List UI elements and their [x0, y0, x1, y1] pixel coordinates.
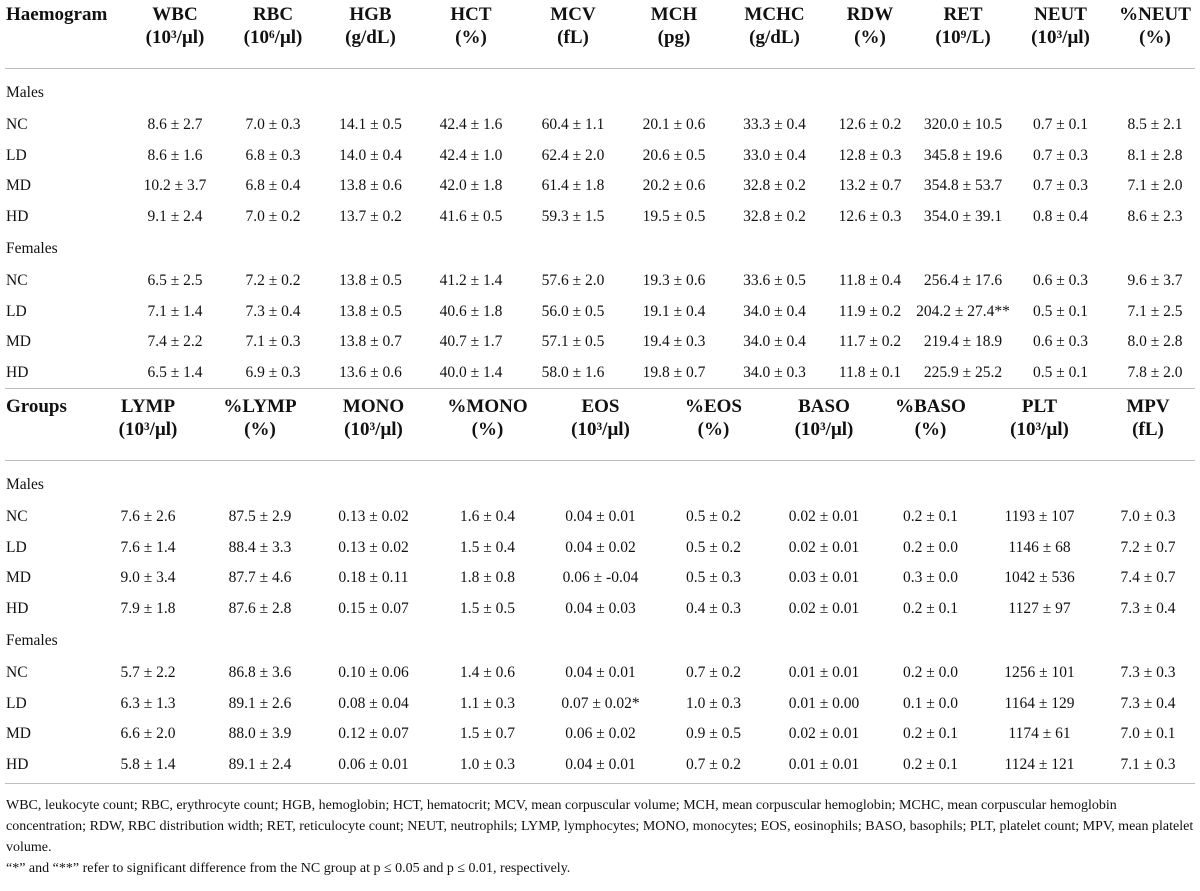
value-cell: 0.4 ± 0.3 [685, 599, 741, 617]
value-cell: 62.4 ± 2.0 [541, 146, 605, 164]
value-cell: 0.03 ± 0.01 [788, 569, 860, 587]
value-cell: 7.2 ± 0.7 [1120, 538, 1176, 556]
value-cell: 345.8 ± 19.6 [923, 146, 1003, 164]
value-cell: 19.3 ± 0.6 [642, 272, 706, 290]
value-cell: 33.6 ± 0.5 [743, 272, 806, 290]
value-cell: 13.7 ± 0.2 [339, 207, 402, 225]
value-cell: 11.8 ± 0.4 [838, 272, 902, 290]
header-cell: %EOS (%) [684, 396, 743, 440]
table-row [0, 266, 1200, 297]
value-cell: 7.9 ± 1.8 [120, 599, 176, 617]
value-cell: 12.8 ± 0.3 [838, 146, 902, 164]
header-cell: MCH (pg) [650, 4, 698, 48]
value-cell: 7.8 ± 2.0 [1127, 363, 1183, 381]
header-cell: Groups [6, 396, 67, 417]
value-cell: 7.4 ± 2.2 [147, 333, 203, 351]
value-cell: 0.01 ± 0.01 [788, 664, 860, 682]
value-cell: 87.6 ± 2.8 [228, 599, 292, 617]
value-cell: 42.4 ± 1.0 [439, 146, 503, 164]
value-cell: 33.0 ± 0.4 [743, 146, 806, 164]
table-row [0, 719, 1200, 750]
value-cell: 19.1 ± 0.4 [642, 302, 706, 320]
value-cell: 1124 ± 121 [1004, 755, 1075, 773]
table1-header-rule [5, 68, 1195, 69]
value-cell: 42.4 ± 1.6 [439, 116, 503, 134]
value-cell: 7.1 ± 2.0 [1127, 177, 1183, 195]
value-cell: 1127 ± 97 [1008, 599, 1071, 617]
value-cell: 1174 ± 61 [1008, 725, 1071, 743]
value-cell: 40.0 ± 1.4 [439, 363, 503, 381]
table-bottom-rule [5, 783, 1195, 784]
value-cell: 0.8 ± 0.4 [1032, 207, 1088, 225]
header-cell: RDW (%) [846, 4, 894, 48]
value-cell: 41.6 ± 0.5 [439, 207, 503, 225]
table-row [0, 502, 1200, 533]
value-cell: 10.2 ± 3.7 [143, 177, 207, 195]
value-cell: 88.4 ± 3.3 [228, 538, 292, 556]
value-cell: 8.0 ± 2.8 [1127, 333, 1183, 351]
group-cell: NC [6, 664, 28, 682]
value-cell: 0.9 ± 0.5 [685, 725, 741, 743]
value-cell: 11.7 ± 0.2 [838, 333, 902, 351]
value-cell: 12.6 ± 0.2 [838, 116, 902, 134]
value-cell: 8.6 ± 2.7 [147, 116, 203, 134]
value-cell: 33.3 ± 0.4 [743, 116, 806, 134]
table-row [0, 202, 1200, 233]
value-cell: 1042 ± 536 [1004, 569, 1075, 587]
header-cell: BASO (10³/μl) [794, 396, 854, 440]
value-cell: 7.4 ± 0.7 [1120, 569, 1176, 587]
value-cell: 0.2 ± 0.1 [902, 508, 958, 526]
value-cell: 0.10 ± 0.06 [338, 664, 409, 682]
value-cell: 1193 ± 107 [1004, 508, 1075, 526]
group-cell: MD [6, 177, 31, 195]
value-cell: 86.8 ± 3.6 [228, 664, 292, 682]
value-cell: 0.13 ± 0.02 [338, 538, 409, 556]
header-cell: HGB (g/dL) [345, 4, 396, 48]
group-cell: HD [6, 363, 29, 381]
value-cell: 1164 ± 129 [1004, 694, 1075, 712]
value-cell: 0.01 ± 0.00 [788, 694, 860, 712]
group-cell: NC [6, 116, 28, 134]
value-cell: 5.7 ± 2.2 [120, 664, 176, 682]
value-cell: 40.7 ± 1.7 [439, 333, 503, 351]
value-cell: 1256 ± 101 [1004, 664, 1075, 682]
value-cell: 11.8 ± 0.1 [838, 363, 902, 381]
value-cell: 1.0 ± 0.3 [459, 755, 515, 773]
header-cell: MPV (fL) [1126, 396, 1170, 440]
value-cell: 8.6 ± 2.3 [1127, 207, 1183, 225]
value-cell: 0.15 ± 0.07 [338, 599, 409, 617]
value-cell: 1.0 ± 0.3 [685, 694, 741, 712]
group-cell: MD [6, 569, 31, 587]
section-row [0, 232, 1200, 266]
value-cell: 1.5 ± 0.7 [459, 725, 515, 743]
value-cell: 59.3 ± 1.5 [541, 207, 605, 225]
value-cell: 0.5 ± 0.1 [1032, 302, 1088, 320]
value-cell: 7.3 ± 0.3 [1120, 664, 1176, 682]
value-cell: 7.0 ± 0.1 [1120, 725, 1176, 743]
header-cell: EOS (10³/μl) [571, 396, 630, 440]
haemogram-table [0, 0, 1200, 388]
section-label: Males [6, 84, 44, 101]
table-row [0, 171, 1200, 202]
value-cell: 7.3 ± 0.4 [1120, 599, 1176, 617]
header-cell: %NEUT (%) [1119, 4, 1191, 48]
table-row [0, 141, 1200, 172]
section-label: Males [6, 476, 44, 493]
value-cell: 0.04 ± 0.01 [565, 508, 636, 526]
group-cell: LD [6, 302, 27, 320]
value-cell: 7.3 ± 0.4 [1120, 694, 1176, 712]
value-cell: 14.1 ± 0.5 [339, 116, 402, 134]
value-cell: 8.6 ± 1.6 [147, 146, 203, 164]
value-cell: 1.5 ± 0.4 [459, 538, 515, 556]
section-label: Females [6, 240, 58, 257]
value-cell: 8.5 ± 2.1 [1127, 116, 1183, 134]
table-divider-rule [5, 388, 1195, 389]
value-cell: 88.0 ± 3.9 [228, 725, 292, 743]
value-cell: 0.04 ± 0.03 [565, 599, 636, 617]
value-cell: 13.8 ± 0.6 [339, 177, 402, 195]
value-cell: 20.6 ± 0.5 [642, 146, 706, 164]
value-cell: 60.4 ± 1.1 [541, 116, 605, 134]
value-cell: 0.5 ± 0.1 [1032, 363, 1088, 381]
value-cell: 34.0 ± 0.4 [743, 302, 806, 320]
value-cell: 9.0 ± 3.4 [120, 569, 176, 587]
value-cell: 13.2 ± 0.7 [838, 177, 902, 195]
header-cell: HCT (%) [450, 4, 492, 48]
value-cell: 32.8 ± 0.2 [743, 177, 806, 195]
value-cell: 0.5 ± 0.2 [685, 508, 741, 526]
value-cell: 14.0 ± 0.4 [339, 146, 402, 164]
value-cell: 0.04 ± 0.01 [565, 755, 636, 773]
value-cell: 0.3 ± 0.0 [902, 569, 958, 587]
header-cell: MCHC (g/dL) [744, 4, 805, 48]
group-cell: LD [6, 694, 27, 712]
section-row [0, 76, 1200, 110]
header-cell: MONO (10³/μl) [342, 396, 405, 440]
value-cell: 0.08 ± 0.04 [338, 694, 409, 712]
value-cell: 6.6 ± 2.0 [120, 725, 176, 743]
value-cell: 320.0 ± 10.5 [923, 116, 1003, 134]
value-cell: 5.8 ± 1.4 [120, 755, 176, 773]
table-row [0, 533, 1200, 564]
value-cell: 6.8 ± 0.3 [245, 146, 301, 164]
value-cell: 57.6 ± 2.0 [541, 272, 605, 290]
header-cell: Haemogram [6, 4, 108, 25]
value-cell: 7.0 ± 0.3 [245, 116, 301, 134]
value-cell: 87.7 ± 4.6 [228, 569, 292, 587]
value-cell: 0.7 ± 0.3 [1032, 177, 1088, 195]
header-row [0, 0, 1200, 66]
value-cell: 89.1 ± 2.4 [228, 755, 292, 773]
group-cell: MD [6, 725, 31, 743]
value-cell: 1.8 ± 0.8 [459, 569, 515, 587]
value-cell: 0.5 ± 0.3 [685, 569, 741, 587]
table-row [0, 327, 1200, 358]
value-cell: 34.0 ± 0.3 [743, 363, 806, 381]
value-cell: 34.0 ± 0.4 [743, 333, 806, 351]
header-cell: RBC (10⁶/μl) [243, 4, 303, 48]
group-cell: NC [6, 508, 28, 526]
value-cell: 1.6 ± 0.4 [459, 508, 515, 526]
group-cell: HD [6, 755, 29, 773]
value-cell: 7.1 ± 2.5 [1127, 302, 1183, 320]
table2-header-rule [5, 460, 1195, 461]
value-cell: 0.2 ± 0.1 [902, 755, 958, 773]
value-cell: 0.6 ± 0.3 [1032, 333, 1088, 351]
table-row [0, 658, 1200, 689]
abbreviations-note: WBC, leukocyte count; RBC, erythrocyte count; HGB, hemoglobin; HCT, hematocrit; MCV, mean corpuscular volume; MCH, mean corpuscular hemoglobin; MCHC, mean corpuscular hemoglobin concentration; RDW, RBC distribution width; RET, reticulocyte count; NEUT, neutrophils; LYMP, lymphocytes; MONO, monocytes; EOS, eosinophils; BASO, basophils; PLT, platelet count; MPV, mean platelet volume. [6, 798, 1194, 855]
table-row [0, 689, 1200, 720]
value-cell: 354.0 ± 39.1 [923, 207, 1003, 225]
table-row [0, 297, 1200, 328]
value-cell: 0.13 ± 0.02 [338, 508, 409, 526]
value-cell: 225.9 ± 25.2 [923, 363, 1003, 381]
value-cell: 89.1 ± 2.6 [228, 694, 292, 712]
value-cell: 6.9 ± 0.3 [245, 363, 301, 381]
table-row [0, 750, 1200, 781]
value-cell: 0.01 ± 0.01 [788, 755, 860, 773]
value-cell: 13.6 ± 0.6 [339, 363, 402, 381]
value-cell: 0.2 ± 0.0 [902, 538, 958, 556]
value-cell: 0.5 ± 0.2 [685, 538, 741, 556]
value-cell: 87.5 ± 2.9 [228, 508, 292, 526]
value-cell: 7.3 ± 0.4 [245, 302, 301, 320]
value-cell: 1.5 ± 0.5 [459, 599, 515, 617]
value-cell: 0.7 ± 0.3 [1032, 146, 1088, 164]
value-cell: 1.1 ± 0.3 [459, 694, 515, 712]
value-cell: 0.06 ± 0.01 [338, 755, 409, 773]
value-cell: 13.8 ± 0.5 [339, 302, 402, 320]
value-cell: 8.1 ± 2.8 [1127, 146, 1183, 164]
value-cell: 1.4 ± 0.6 [459, 664, 515, 682]
value-cell: 0.18 ± 0.11 [338, 569, 409, 587]
value-cell: 0.02 ± 0.01 [788, 599, 860, 617]
group-cell: HD [6, 207, 29, 225]
value-cell: 6.5 ± 2.5 [147, 272, 203, 290]
value-cell: 20.1 ± 0.6 [642, 116, 706, 134]
value-cell: 0.02 ± 0.01 [788, 538, 860, 556]
group-cell: NC [6, 272, 28, 290]
value-cell: 0.04 ± 0.02 [565, 538, 636, 556]
section-row [0, 468, 1200, 502]
value-cell: 12.6 ± 0.3 [838, 207, 902, 225]
header-cell: PLT (10³/μl) [1010, 396, 1069, 440]
value-cell: 0.06 ± -0.04 [562, 569, 639, 587]
value-cell: 7.0 ± 0.2 [245, 207, 301, 225]
value-cell: 6.3 ± 1.3 [120, 694, 176, 712]
value-cell: 7.6 ± 1.4 [120, 538, 176, 556]
value-cell: 354.8 ± 53.7 [923, 177, 1003, 195]
value-cell: 0.06 ± 0.02 [565, 725, 636, 743]
value-cell: 0.04 ± 0.01 [565, 664, 636, 682]
value-cell: 7.6 ± 2.6 [120, 508, 176, 526]
header-cell: LYMP (10³/μl) [118, 396, 178, 440]
value-cell: 7.1 ± 1.4 [147, 302, 203, 320]
header-cell: %LYMP (%) [223, 396, 297, 440]
value-cell: 0.1 ± 0.0 [902, 694, 958, 712]
value-cell: 0.7 ± 0.1 [1032, 116, 1088, 134]
value-cell: 0.02 ± 0.01 [788, 725, 860, 743]
table-row [0, 110, 1200, 141]
value-cell: 61.4 ± 1.8 [541, 177, 605, 195]
value-cell: 219.4 ± 18.9 [923, 333, 1003, 351]
group-cell: LD [6, 146, 27, 164]
header-cell: %BASO (%) [895, 396, 966, 440]
section-row [0, 624, 1200, 658]
header-cell: %MONO (%) [447, 396, 528, 440]
value-cell: 56.0 ± 0.5 [541, 302, 605, 320]
value-cell: 204.2 ± 27.4** [916, 302, 1010, 320]
significance-note: “*” and “**” refer to significant difference from the NC group at p ≤ 0.05 and p ≤ 0.01, respectively. [6, 861, 571, 876]
value-cell: 58.0 ± 1.6 [541, 363, 605, 381]
value-cell: 13.8 ± 0.5 [339, 272, 402, 290]
value-cell: 7.0 ± 0.3 [1120, 508, 1176, 526]
header-cell: RET (10⁹/L) [935, 4, 991, 48]
value-cell: 19.4 ± 0.3 [642, 333, 706, 351]
value-cell: 1146 ± 68 [1008, 538, 1071, 556]
value-cell: 40.6 ± 1.8 [439, 302, 503, 320]
value-cell: 0.2 ± 0.1 [902, 725, 958, 743]
value-cell: 256.4 ± 17.6 [923, 272, 1003, 290]
value-cell: 42.0 ± 1.8 [439, 177, 503, 195]
table-footnotes [6, 795, 1194, 879]
value-cell: 9.6 ± 3.7 [1127, 272, 1183, 290]
value-cell: 13.8 ± 0.7 [339, 333, 402, 351]
value-cell: 41.2 ± 1.4 [439, 272, 503, 290]
table-row [0, 594, 1200, 625]
header-cell: NEUT (10³/μl) [1031, 4, 1090, 48]
group-cell: MD [6, 333, 31, 351]
value-cell: 0.2 ± 0.0 [902, 664, 958, 682]
header-cell: WBC (10³/μl) [145, 4, 205, 48]
value-cell: 0.12 ± 0.07 [338, 725, 409, 743]
value-cell: 7.2 ± 0.2 [245, 272, 301, 290]
leukocyte-platelet-table [0, 392, 1200, 780]
value-cell: 0.07 ± 0.02* [561, 694, 640, 712]
value-cell: 0.6 ± 0.3 [1032, 272, 1088, 290]
value-cell: 6.5 ± 1.4 [147, 363, 203, 381]
table-row [0, 563, 1200, 594]
value-cell: 57.1 ± 0.5 [541, 333, 605, 351]
group-cell: HD [6, 599, 29, 617]
header-cell: MCV (fL) [550, 4, 596, 48]
value-cell: 0.7 ± 0.2 [685, 755, 741, 773]
value-cell: 0.2 ± 0.1 [902, 599, 958, 617]
value-cell: 0.02 ± 0.01 [788, 508, 860, 526]
value-cell: 19.5 ± 0.5 [642, 207, 706, 225]
value-cell: 20.2 ± 0.6 [642, 177, 706, 195]
value-cell: 6.8 ± 0.4 [245, 177, 301, 195]
table-row [0, 358, 1200, 389]
value-cell: 7.1 ± 0.3 [245, 333, 301, 351]
value-cell: 19.8 ± 0.7 [642, 363, 706, 381]
value-cell: 11.9 ± 0.2 [838, 302, 902, 320]
value-cell: 7.1 ± 0.3 [1120, 755, 1176, 773]
group-cell: LD [6, 538, 27, 556]
value-cell: 32.8 ± 0.2 [743, 207, 806, 225]
value-cell: 0.7 ± 0.2 [685, 664, 741, 682]
header-row [0, 392, 1200, 458]
value-cell: 9.1 ± 2.4 [147, 207, 203, 225]
section-label: Females [6, 632, 58, 649]
